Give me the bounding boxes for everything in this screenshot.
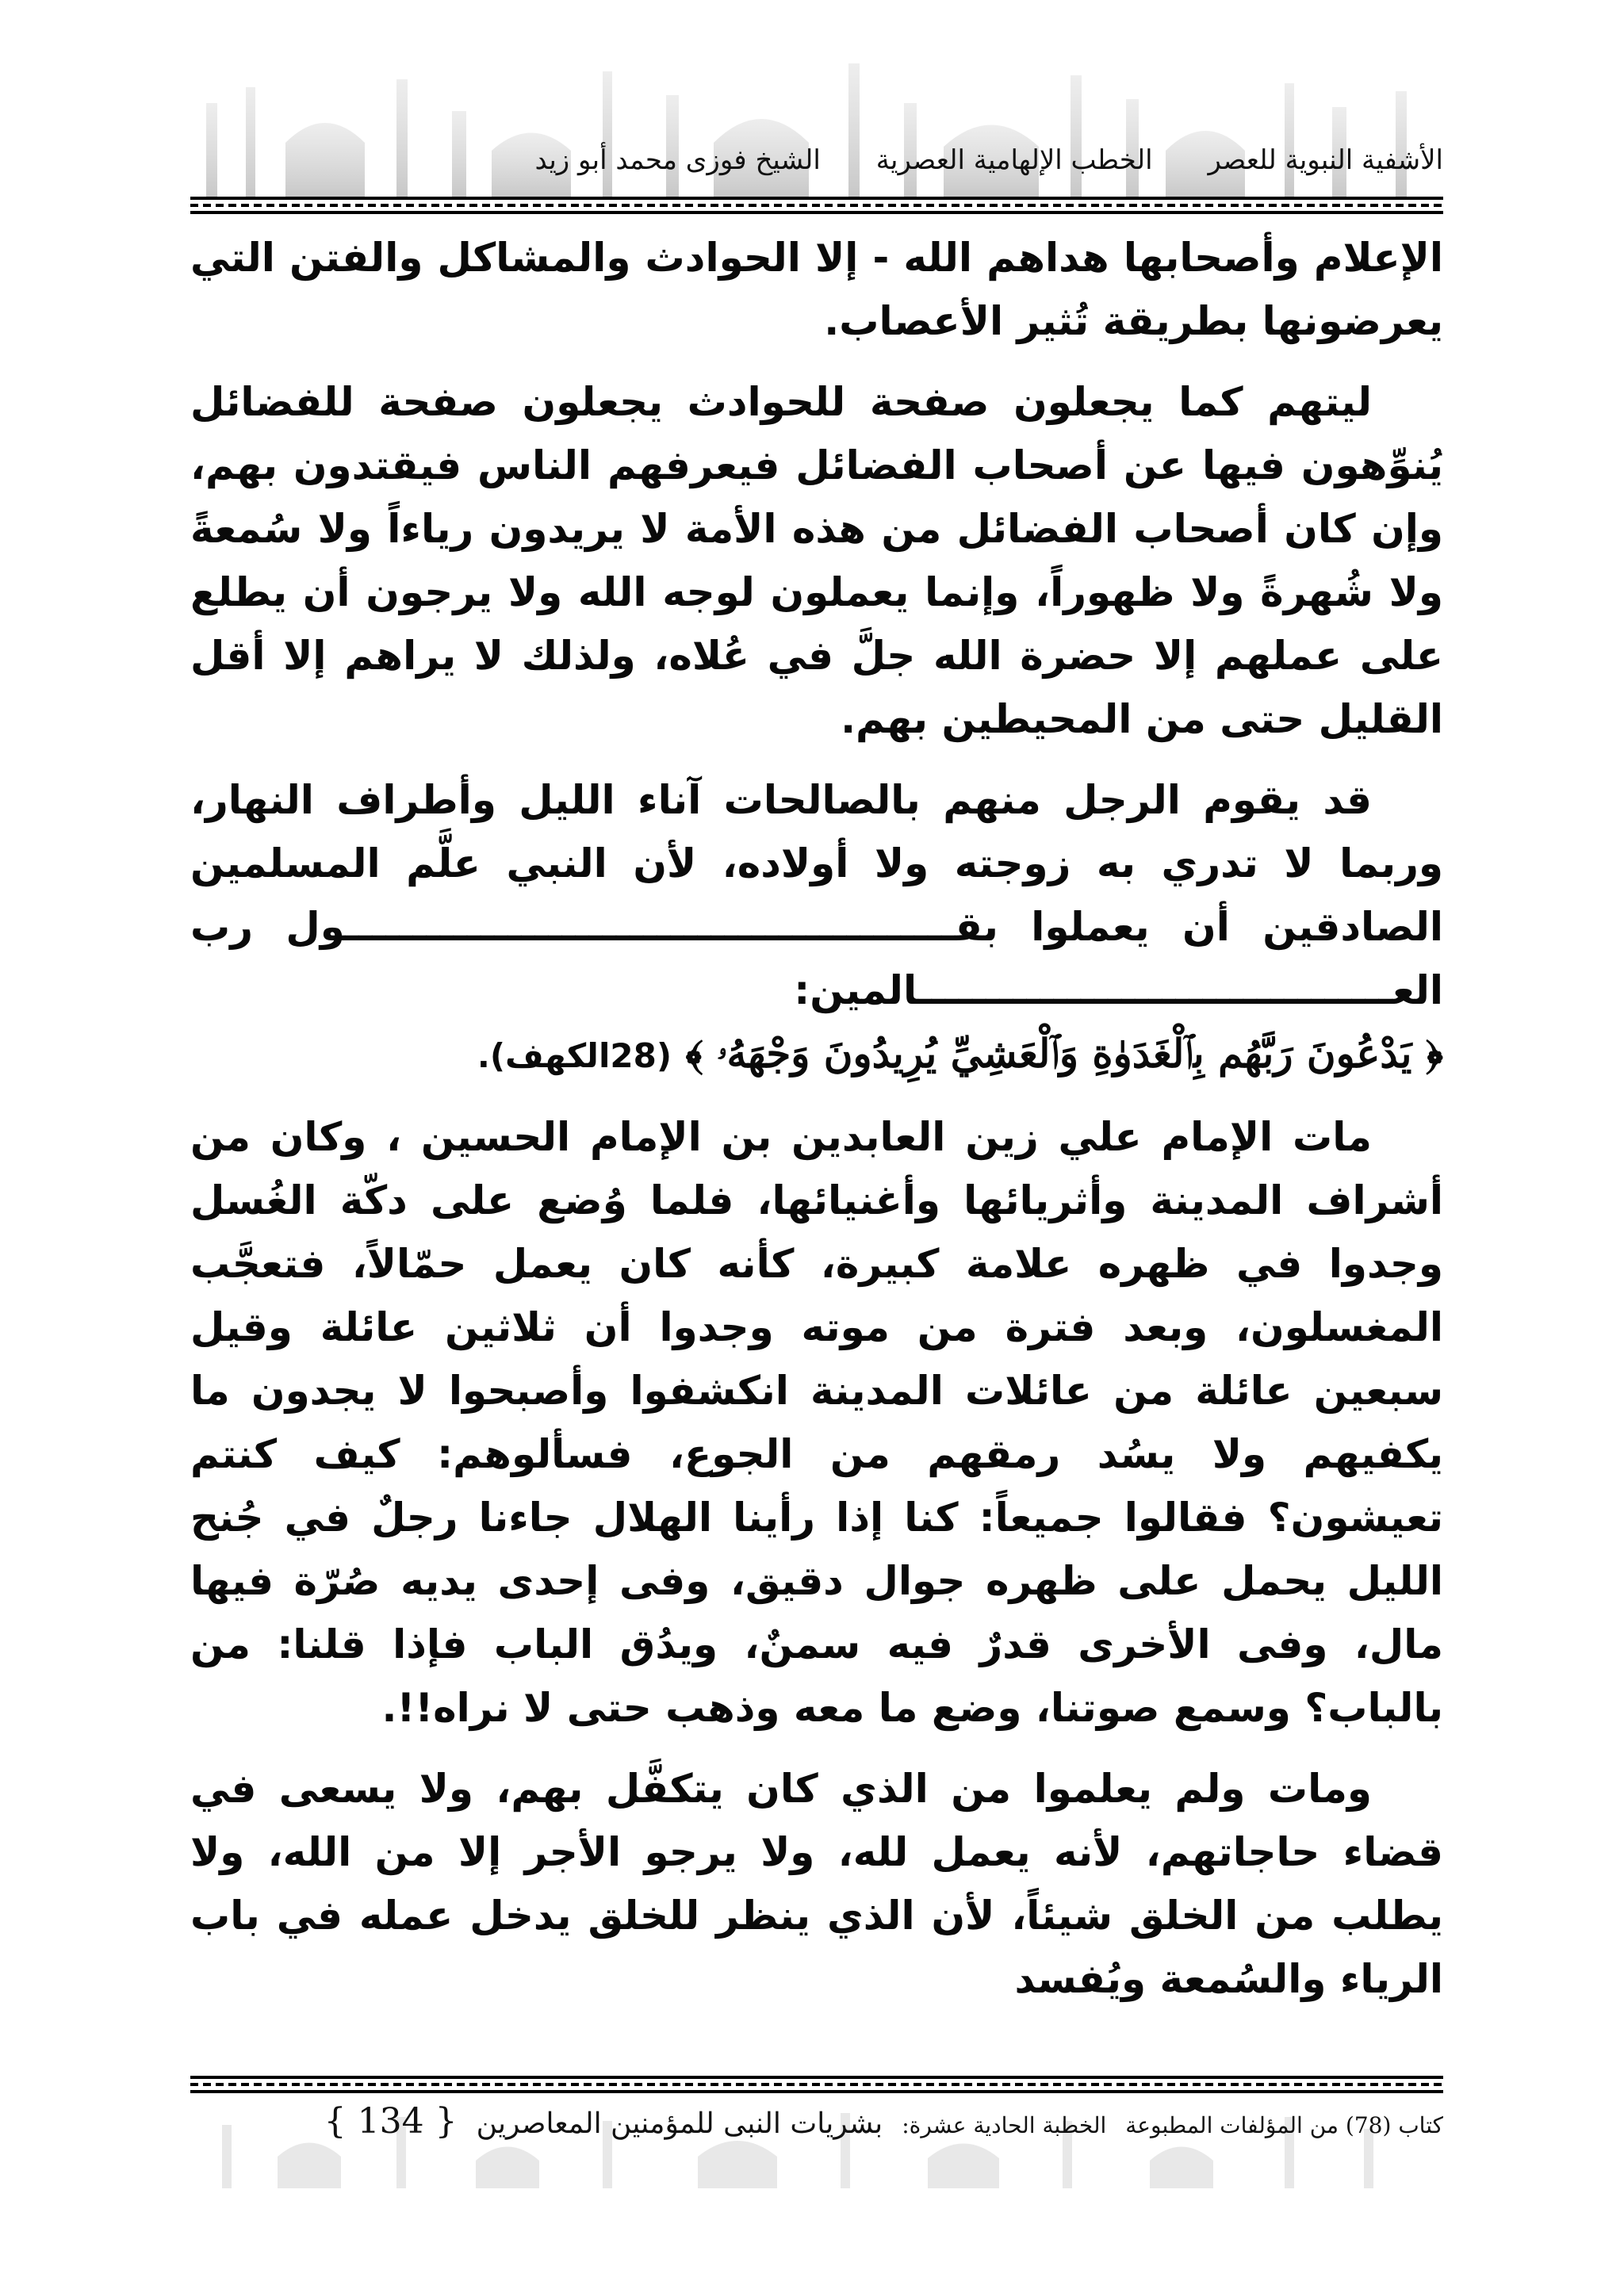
footer-sermon-label: الخطبة الحادية عشرة: — [902, 2112, 1107, 2138]
header-divider — [190, 197, 1443, 214]
footer-divider — [190, 2076, 1443, 2093]
paragraph-5: ومات ولم يعلموا من الذي كان يتكفَّل بهم، ولا يسعى في قضاء حاجاتهم، لأنه يعمل لله، ولا يرجو الأجر إلا من الله، ولا يطلب من الخلق شيئاً، لأن الذي ينظر للخلق يدخل عمله في باب الرياء والسُمعة ويُفسد — [190, 1766, 1443, 2002]
header-author: الشيخ فوزى محمد أبو زيد — [534, 144, 821, 176]
quran-reference: (28الكهف). — [477, 1036, 672, 1075]
paragraph-3: قد يقوم الرجل منهم بالصالحات آناء الليل وأطراف النهار، وربما لا تدري به زوجته ولا أولاده، لأن النبي علَّم المسلمين الصادقين أن يعملوا بقـــــــــــــــــــــــــــــــــــــــــــــول رب العـــــــــــــــــــــــــــــــــــالمين: — [190, 777, 1443, 1013]
page-number: { 134 } — [324, 2101, 458, 2142]
mosque-header-decoration — [190, 56, 1443, 198]
running-header — [190, 144, 1443, 176]
header-book-title: الخطب الإلهامية العصرية — [875, 144, 1153, 176]
quran-verse: ﴿ يَدْعُونَ رَبَّهُم بِٱلْغَدَوٰةِ وَٱلْعَشِيِّ يُرِيدُونَ وَجْهَهُۥ ﴾ — [685, 1030, 1443, 1077]
header-series-title: الأشفية النبوية للعصر — [1208, 144, 1443, 176]
footer-sermon-title: بشريات النبى للمؤمنين المعاصرين — [476, 2107, 883, 2140]
quran-verse-line — [190, 1022, 1443, 1088]
paragraph-1: الإعلام وأصحابها هداهم الله - إلا الحوادث والمشاكل والفتن التي يعرضونها بطريقة تُثير الأعصاب. — [190, 235, 1443, 344]
paragraph-4: مات الإمام علي زين العابدين بن الإمام الحسين ، وكان من أشراف المدينة وأثريائها وأغنيائها، فلما وُضع على دكّة الغُسل وجدوا في ظهره علامة كبيرة، كأنه كان يعمل حمّالاً، فتعجَّب المغسلون، وبعد فترة من موته وجدوا أن ثلاثين عائلة وقيل سبعين عائلة من عائلات المدينة انكشفوا وأصبحوا لا يجدون ما يكفيهم ولا يسُد رمقهم من الجوع، فسألوهم: كيف كنتم تعيشون؟ فقالوا جميعاً: كنا إذا رأينا الهلال جاءنا رجلٌ في جُنح الليل يحمل على ظهره جوال دقيق، وفى إحدى يديه صُرّة فيها مال، وفى الأخرى قدرٌ فيه سمنٌ، ويدُق الباب فإذا قلنا: من بالباب؟ وسمع صوتنا، وضع ما معه وذهب حتى لا نراه!!. — [190, 1114, 1443, 1731]
main-text — [190, 226, 1443, 2028]
running-footer — [190, 2101, 1443, 2142]
paragraph-2: ليتهم كما يجعلون صفحة للحوادث يجعلون صفحة للفضائل يُنوِّهون فيها عن أصحاب الفضائل فيعرفهم الناس فيقتدون بهم، وإن كان أصحاب الفضائل من هذه الأمة لا يريدون رياءاً ولا سُمعةً ولا شُهرةً ولا ظهوراً، وإنما يعملون لوجه الله ولا يرجون أن يطلع على عملهم إلا حضرة الله جلَّ في عُلاه، ولذلك لا يراهم إلا أقل القليل حتى من المحيطين بهم. — [190, 379, 1443, 742]
footer-book-info: كتاب (78) من المؤلفات المطبوعة — [1125, 2112, 1443, 2138]
